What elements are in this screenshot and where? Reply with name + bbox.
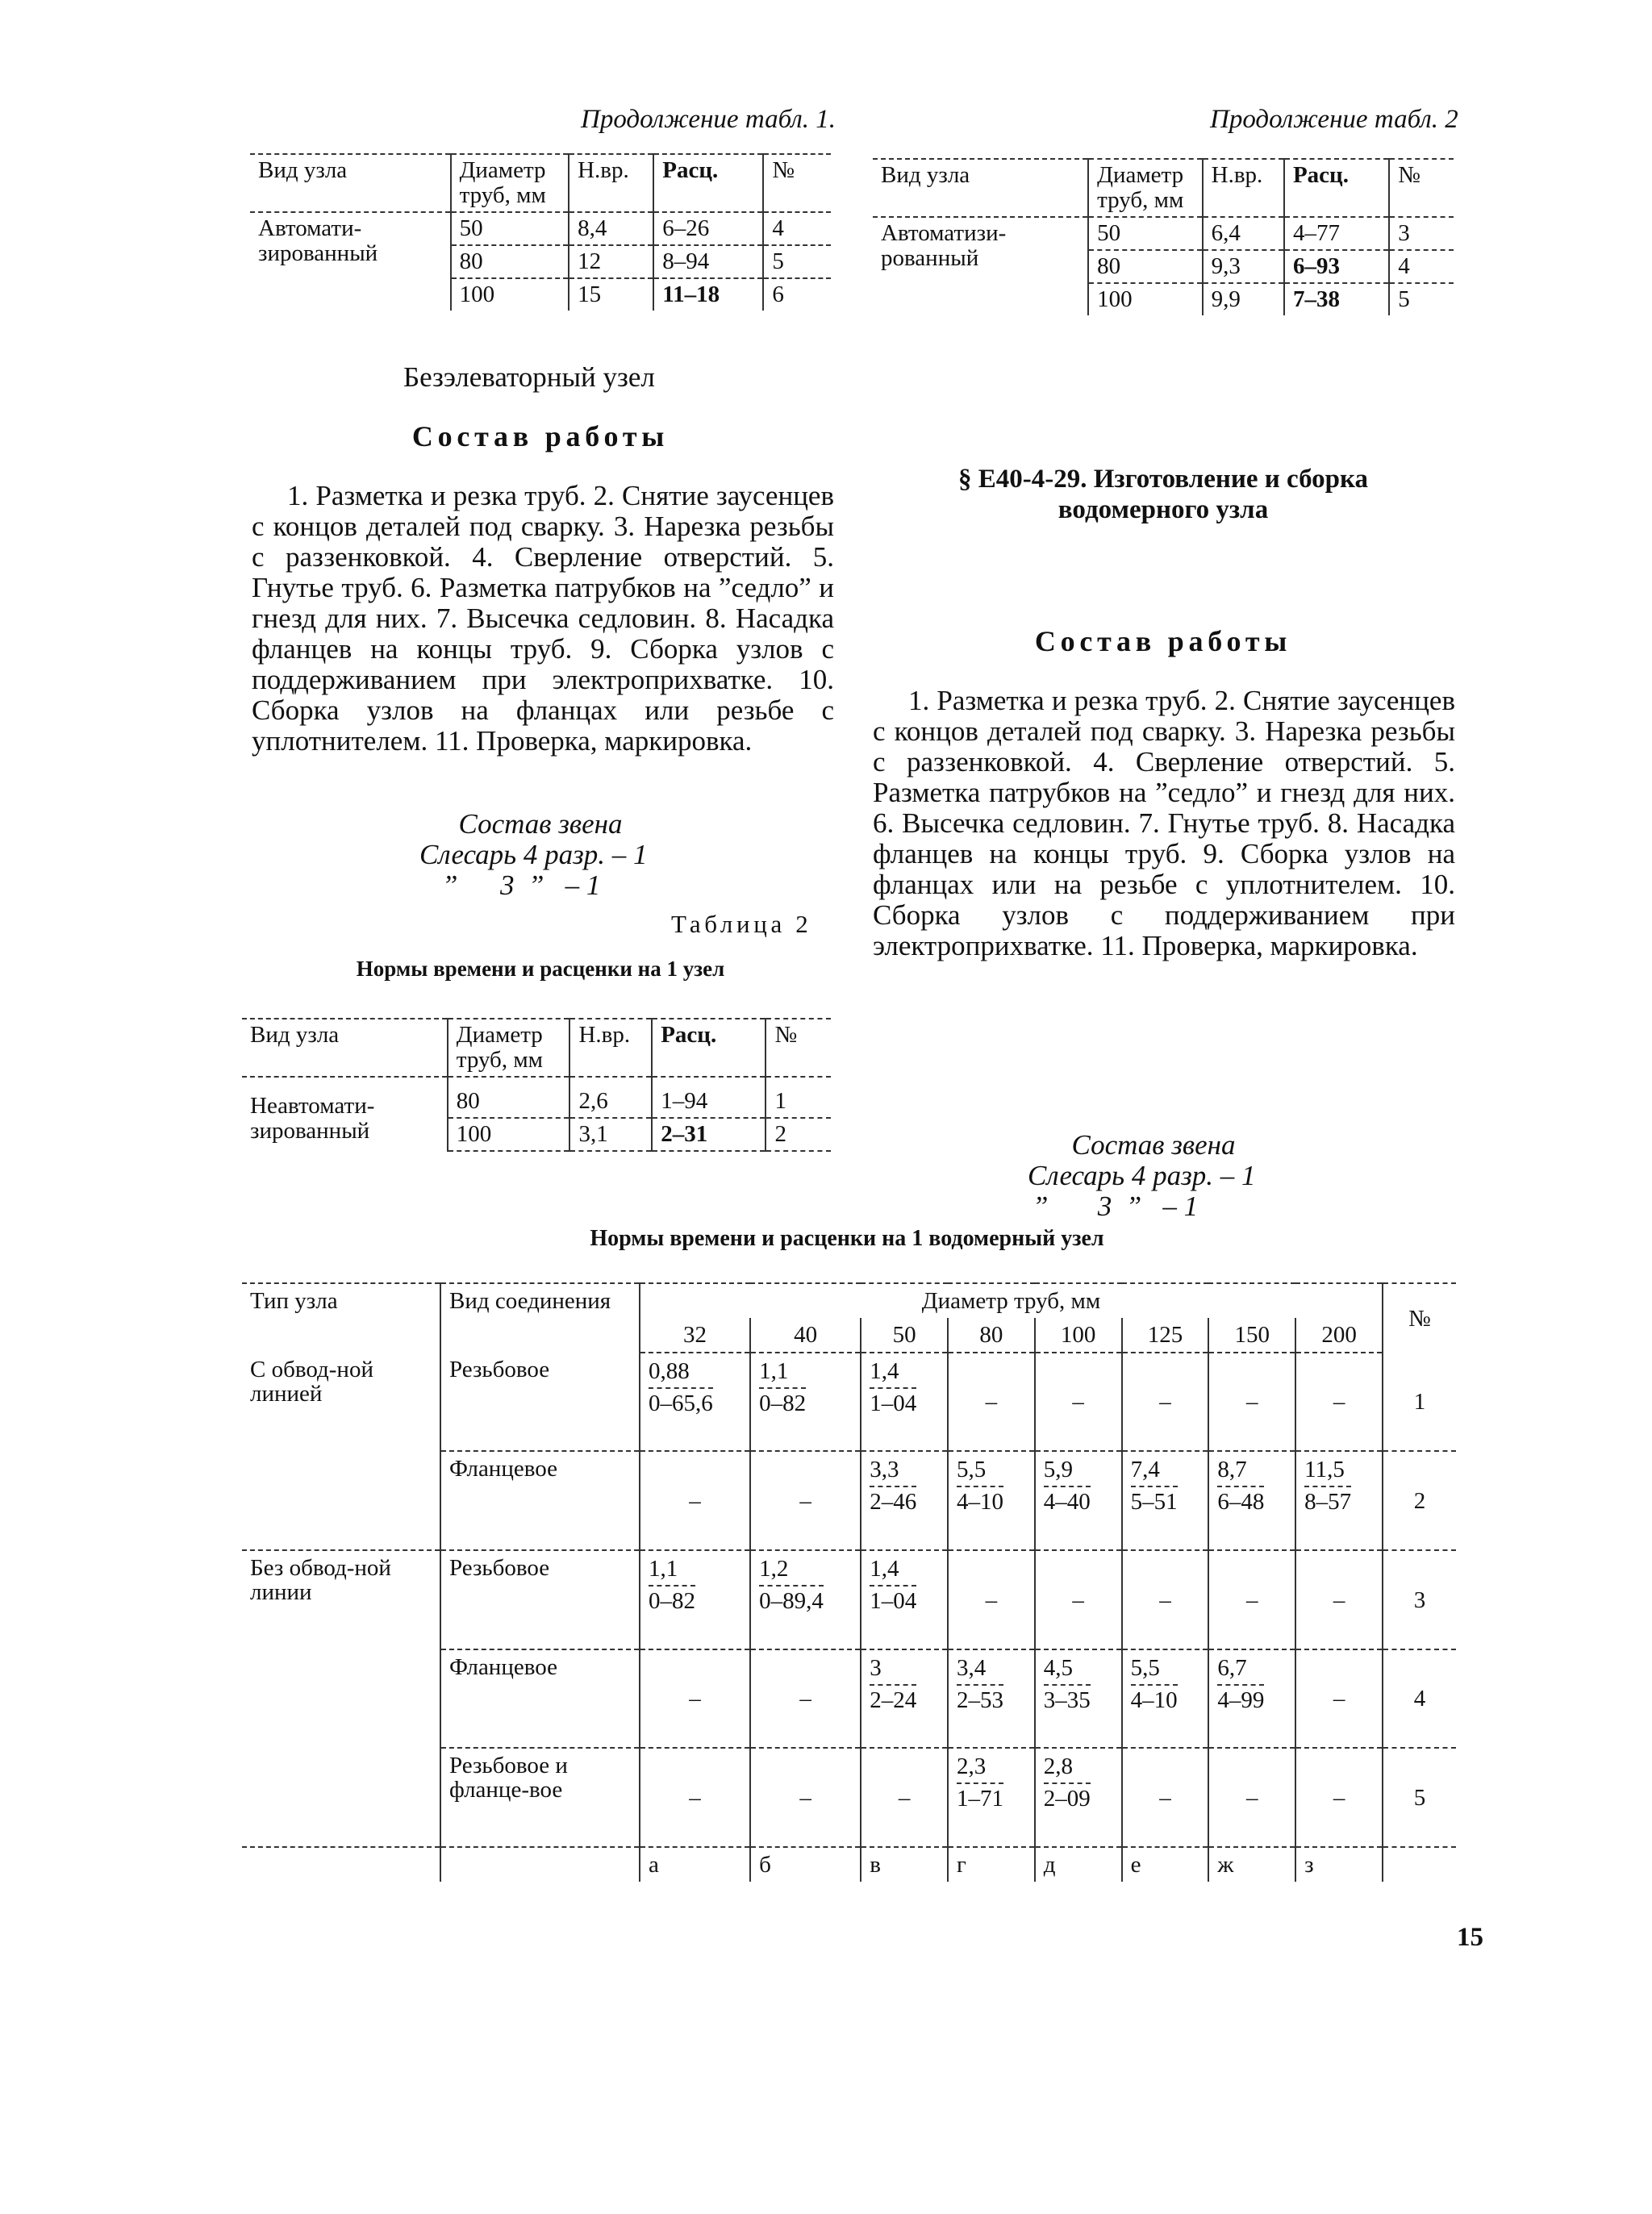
row-type-label: С обвод-ной линией	[250, 1357, 373, 1407]
norm-rate-cell	[1295, 1451, 1383, 1550]
col-header-diameter: Диаметр труб, мм	[451, 154, 569, 212]
cell-norm: 12	[569, 245, 653, 278]
diameter-header-cell: 100	[1035, 1318, 1122, 1353]
table-row	[242, 1550, 1456, 1649]
table-row	[242, 1649, 1456, 1748]
rate-value: 4–10	[1130, 1687, 1178, 1713]
table-2-label: Таблица 2	[671, 910, 812, 938]
dash-value: –	[1159, 1784, 1171, 1811]
col-header-no: №	[1389, 159, 1454, 217]
table-2-caption: Нормы времени и расценки на 1 узел	[356, 957, 725, 981]
norm-rate-cell	[1035, 1451, 1122, 1550]
big-table-caption: Нормы времени и расценки на 1 водомерный узел	[590, 1226, 1104, 1251]
cell-no: 5	[763, 245, 831, 278]
norm-rate-cell	[640, 1353, 750, 1451]
fraction-bar	[649, 1585, 695, 1586]
dash-value: –	[799, 1784, 811, 1811]
norm-rate-cell	[948, 1451, 1035, 1550]
rate-value: 4–10	[956, 1489, 1003, 1515]
dash-value: –	[1246, 1586, 1258, 1613]
norm-rate-cell	[948, 1649, 1035, 1748]
fraction-bar	[759, 1387, 806, 1389]
empty-cell	[1295, 1649, 1383, 1748]
col-header-diameter: Диаметр труб, мм	[448, 1019, 570, 1077]
table-header-row	[250, 154, 831, 212]
rate-value: 8–57	[1304, 1489, 1352, 1515]
col-header-no: №	[763, 154, 831, 212]
dash-value: –	[898, 1784, 911, 1811]
dash-value: –	[1246, 1784, 1258, 1811]
row-type-label	[242, 1649, 440, 1748]
table-header-row	[242, 1283, 1456, 1318]
norm-rate-cell	[640, 1550, 750, 1649]
diameter-header-cell: 50	[861, 1318, 948, 1353]
cell-rate: 6–93	[1284, 250, 1389, 283]
time-norm-value: 1,2	[759, 1556, 789, 1582]
column-letter: б	[750, 1847, 861, 1882]
cell-norm: 9,3	[1203, 250, 1284, 283]
time-norm-value: 3	[870, 1655, 882, 1681]
cell-no: 4	[763, 212, 831, 245]
norm-rate-cell	[1035, 1649, 1122, 1748]
col-header-type: Вид узла	[242, 1019, 448, 1077]
empty-cell	[1122, 1353, 1209, 1451]
norm-rate-cell	[861, 1649, 948, 1748]
crew-line-1-left: Слесарь 4 разр. – 1	[419, 839, 648, 870]
fraction-bar	[870, 1684, 916, 1686]
fraction-bar	[1217, 1486, 1264, 1487]
table-row	[242, 1077, 831, 1118]
empty-cell	[640, 1649, 750, 1748]
row-group-label: Неавтомати-зированный	[250, 1093, 375, 1144]
table-non-automated	[242, 1018, 831, 1152]
time-norm-value: 1,1	[649, 1556, 678, 1582]
col-header-norm: Н.вр.	[569, 154, 653, 212]
dash-value: –	[1333, 1784, 1345, 1811]
column-letter: а	[640, 1847, 750, 1882]
table-row	[242, 1451, 1456, 1550]
row-group-label: Автомати-зированный	[258, 215, 378, 266]
cell-no: 6	[763, 278, 831, 311]
rate-value: 4–40	[1043, 1489, 1091, 1515]
empty-cell	[750, 1748, 861, 1847]
col-header-rate: Расц.	[652, 1019, 766, 1077]
column-letter: г	[948, 1847, 1035, 1882]
fraction-bar	[957, 1684, 1003, 1686]
norm-rate-cell	[1208, 1451, 1295, 1550]
diameter-header-cell: 200	[1295, 1318, 1383, 1353]
diameter-header-cell: 40	[750, 1318, 861, 1353]
spacer-cell	[440, 1847, 640, 1882]
col-header-rate: Расц.	[1284, 159, 1389, 217]
col-header-no: №	[1383, 1283, 1456, 1353]
dash-value: –	[799, 1487, 811, 1514]
row-connection-label: Фланцевое	[440, 1649, 640, 1748]
norm-rate-cell	[861, 1550, 948, 1649]
rate-value: 1–04	[870, 1391, 917, 1416]
dash-value: –	[1333, 1586, 1345, 1613]
cell-rate: 11–18	[653, 278, 763, 311]
fraction-bar	[1304, 1486, 1351, 1487]
section-heading-line-1: § Е40-4-29. Изготовление и сборка	[957, 465, 1369, 494]
diameter-header-cell: 32	[640, 1318, 750, 1353]
col-header-diameter: Диаметр труб, мм	[640, 1283, 1383, 1318]
table-row	[873, 217, 1454, 250]
empty-cell	[948, 1550, 1035, 1649]
norm-rate-cell	[750, 1550, 861, 1649]
cell-no: 3	[1389, 217, 1454, 250]
empty-cell	[1208, 1748, 1295, 1847]
fraction-bar	[957, 1782, 1003, 1784]
rate-value: 1–04	[870, 1588, 917, 1614]
fraction-bar	[1044, 1684, 1091, 1686]
crew-title-right: Состав звена	[1071, 1129, 1236, 1161]
time-norm-value: 2,8	[1043, 1753, 1074, 1779]
col-header-norm: Н.вр.	[1203, 159, 1284, 217]
norm-rate-cell	[1035, 1748, 1122, 1847]
cell-diameter: 80	[451, 245, 569, 278]
row-number: 4	[1383, 1649, 1456, 1748]
dash-value: –	[1333, 1686, 1345, 1712]
rate-value: 2–09	[1043, 1786, 1091, 1812]
col-header-no: №	[766, 1019, 831, 1077]
rate-value: 0–65,6	[649, 1391, 713, 1416]
time-norm-value: 2,3	[956, 1753, 987, 1779]
cell-no: 2	[766, 1118, 831, 1151]
cell-rate: 7–38	[1284, 283, 1389, 315]
empty-cell	[1295, 1353, 1383, 1451]
table-row	[242, 1353, 1456, 1451]
empty-cell	[1035, 1550, 1122, 1649]
col-header-norm: Н.вр.	[569, 1019, 652, 1077]
dash-value: –	[1072, 1389, 1084, 1415]
row-connection-label: Фланцевое	[440, 1451, 640, 1550]
empty-cell	[1295, 1748, 1383, 1847]
col-header-connection: Вид соединения	[440, 1283, 640, 1353]
cell-diameter: 50	[1088, 217, 1202, 250]
column-letter: ж	[1208, 1847, 1295, 1882]
norm-rate-cell	[861, 1353, 948, 1451]
time-norm-value: 3,4	[956, 1655, 987, 1681]
cell-diameter: 80	[448, 1077, 570, 1118]
continuation-label-left: Продолжение табл. 1.	[581, 105, 836, 134]
continuation-label-right: Продолжение табл. 2	[1210, 105, 1458, 134]
col-header-type: Вид узла	[250, 154, 451, 212]
time-norm-value: 3,3	[870, 1457, 899, 1482]
dash-value: –	[1333, 1389, 1345, 1415]
cell-diameter: 100	[451, 278, 569, 311]
rate-value: 0–82	[759, 1391, 807, 1416]
cell-diameter: 50	[451, 212, 569, 245]
cell-diameter: 100	[448, 1118, 570, 1151]
row-type-label	[242, 1451, 440, 1550]
empty-cell	[861, 1748, 948, 1847]
dash-value: –	[1159, 1389, 1171, 1415]
empty-cell	[1208, 1353, 1295, 1451]
dash-value: –	[689, 1686, 701, 1712]
fraction-bar	[1131, 1684, 1178, 1686]
table-row	[242, 1748, 1456, 1847]
rate-value: 5–51	[1130, 1489, 1178, 1515]
row-number: 1	[1383, 1353, 1456, 1451]
cell-no: 1	[766, 1077, 831, 1118]
empty-cell	[1208, 1550, 1295, 1649]
cell-rate: 2–31	[652, 1118, 766, 1151]
rate-value: 2–24	[870, 1687, 917, 1713]
crew-line-2-left: ” 3 ” – 1	[442, 869, 601, 901]
norm-rate-cell	[861, 1451, 948, 1550]
rate-value: 0–82	[649, 1588, 695, 1614]
work-composition-text-right: 1. Разметка и резка труб. 2. Снятие заусенцев с концов деталей под сварку. 3. Нарезка резьбы с раззенковкой. 4. Сверление отверстий. 5. Разметка патрубков на ”седло” и гнезд для них. 6. Высечка седловин. 7. Гнутье труб. 8. Насадка фланцев на концы труб. 9. Сборка узлов на фланцах или на резьбе с уплотнителем. 10. Сборка узлов с поддерживанием при электроприхватке. 11. Проверка, маркировка.	[873, 685, 1455, 961]
fraction-bar	[1044, 1486, 1091, 1487]
row-number: 2	[1383, 1451, 1456, 1550]
column-letter: в	[861, 1847, 948, 1882]
crew-line-1-right: Слесарь 4 разр. – 1	[1028, 1160, 1256, 1191]
dash-value: –	[1159, 1586, 1171, 1613]
section-heading-line-2: водомерного узла	[1058, 495, 1269, 524]
spacer-cell	[242, 1847, 440, 1882]
cell-diameter: 100	[1088, 283, 1202, 315]
empty-cell	[1122, 1748, 1209, 1847]
dash-value: –	[689, 1784, 701, 1811]
diameter-header-cell: 80	[948, 1318, 1035, 1353]
norm-rate-cell	[1122, 1649, 1209, 1748]
cell-no: 4	[1389, 250, 1454, 283]
empty-cell	[1035, 1353, 1122, 1451]
cell-rate: 6–26	[653, 212, 763, 245]
dash-value: –	[985, 1586, 998, 1613]
col-header-type: Вид узла	[873, 159, 1088, 217]
diameter-header-cell: 125	[1122, 1318, 1209, 1353]
dash-value: –	[799, 1686, 811, 1712]
rate-value: 6–48	[1217, 1489, 1265, 1515]
empty-cell	[640, 1748, 750, 1847]
rate-value: 2–46	[870, 1489, 917, 1515]
fraction-bar	[870, 1387, 916, 1389]
subtitle-no-elevator: Безэлеваторный узел	[403, 361, 655, 393]
table-row	[250, 212, 831, 245]
cell-rate: 8–94	[653, 245, 763, 278]
table-header-row	[873, 159, 1454, 217]
col-header-diameter: Диаметр труб, мм	[1088, 159, 1202, 217]
fraction-bar	[1044, 1782, 1091, 1784]
dash-value: –	[689, 1487, 701, 1514]
rate-value: 3–35	[1043, 1687, 1091, 1713]
empty-cell	[1295, 1550, 1383, 1649]
norm-rate-cell	[1208, 1649, 1295, 1748]
col-header-type: Тип узла	[242, 1283, 440, 1353]
fraction-bar	[759, 1585, 824, 1586]
fraction-bar	[1217, 1684, 1264, 1686]
fraction-bar	[870, 1486, 916, 1487]
norm-rate-cell	[1122, 1451, 1209, 1550]
row-connection-label: Резьбовое и фланце-вое	[440, 1748, 640, 1847]
time-norm-value: 5,5	[956, 1457, 987, 1482]
cell-norm: 9,9	[1203, 283, 1284, 315]
work-composition-heading-right: Состав работы	[1034, 625, 1292, 657]
cell-norm: 8,4	[569, 212, 653, 245]
table-automated-left	[250, 153, 831, 311]
rate-value: 2–53	[956, 1687, 1003, 1713]
fraction-bar	[957, 1486, 1003, 1487]
empty-cell	[750, 1451, 861, 1550]
time-norm-value: 1,4	[870, 1556, 899, 1582]
cell-no: 5	[1389, 283, 1454, 315]
row-connection-label: Резьбовое	[440, 1353, 640, 1451]
time-norm-value: 7,4	[1130, 1457, 1160, 1482]
time-norm-value: 1,4	[870, 1358, 899, 1384]
cell-diameter: 80	[1088, 250, 1202, 283]
crew-title-left: Состав звена	[458, 808, 623, 840]
empty-cell	[750, 1649, 861, 1748]
row-number: 5	[1383, 1748, 1456, 1847]
row-number: 3	[1383, 1550, 1456, 1649]
cell-rate: 4–77	[1284, 217, 1389, 250]
time-norm-value: 8,7	[1217, 1457, 1247, 1482]
fraction-bar	[649, 1387, 713, 1389]
dash-value: –	[1072, 1586, 1084, 1613]
table-automated-right	[873, 158, 1454, 315]
time-norm-value: 0,88	[649, 1358, 690, 1384]
work-composition-text-left: 1. Разметка и резка труб. 2. Снятие заусенцев с концов деталей под сварку. 3. Нарезка резьбы с раззенковкой. 4. Сверление отверстий. 5. Гнутье труб. 6. Разметка патрубков на ”седло” и гнезд для них. 7. Высечка седловин. 8. Насадка фланцев на концы труб. 9. Сборка узлов с поддерживанием при электроприхватке. 10. Сборка узлов на фланцах или резьбе с уплотнителем. 11. Проверка, маркировка.	[252, 480, 834, 757]
cell-rate: 1–94	[652, 1077, 766, 1118]
cell-norm: 15	[569, 278, 653, 311]
cell-norm: 6,4	[1203, 217, 1284, 250]
water-meter-norms-table	[242, 1282, 1456, 1882]
work-composition-heading-left: Состав работы	[411, 420, 670, 452]
time-norm-value: 5,9	[1043, 1457, 1074, 1482]
dash-value: –	[1246, 1389, 1258, 1415]
rate-value: 1–71	[956, 1786, 1003, 1812]
fraction-bar	[1131, 1486, 1178, 1487]
cell-norm: 2,6	[569, 1077, 652, 1118]
time-norm-value: 4,5	[1043, 1655, 1074, 1681]
rate-value: 0–89,4	[759, 1588, 824, 1614]
time-norm-value: 6,7	[1217, 1655, 1247, 1681]
norm-rate-cell	[750, 1353, 861, 1451]
empty-cell	[948, 1353, 1035, 1451]
empty-cell	[1122, 1550, 1209, 1649]
page-number: 15	[1457, 1923, 1483, 1952]
empty-cell	[640, 1451, 750, 1550]
time-norm-value: 1,1	[759, 1358, 789, 1384]
norm-rate-cell	[948, 1748, 1035, 1847]
cell-norm: 3,1	[569, 1118, 652, 1151]
fraction-bar	[870, 1585, 916, 1586]
rate-value: 4–99	[1217, 1687, 1265, 1713]
row-type-label: Без обвод-ной линии	[250, 1555, 391, 1605]
row-group-label: Автоматизи-рованный	[881, 220, 1007, 271]
spacer-cell	[1383, 1847, 1456, 1882]
table-header-row	[242, 1019, 831, 1077]
time-norm-value: 11,5	[1304, 1457, 1345, 1482]
crew-line-2-right: ” 3 ” – 1	[1032, 1190, 1199, 1222]
time-norm-value: 5,5	[1130, 1655, 1160, 1681]
column-letter: д	[1035, 1847, 1122, 1882]
column-letter: е	[1122, 1847, 1209, 1882]
row-type-label	[242, 1748, 440, 1847]
col-header-rate: Расц.	[653, 154, 763, 212]
column-letter-row	[242, 1847, 1456, 1882]
row-connection-label: Резьбовое	[440, 1550, 640, 1649]
dash-value: –	[985, 1389, 998, 1415]
column-letter: з	[1295, 1847, 1383, 1882]
diameter-header-cell: 150	[1208, 1318, 1295, 1353]
